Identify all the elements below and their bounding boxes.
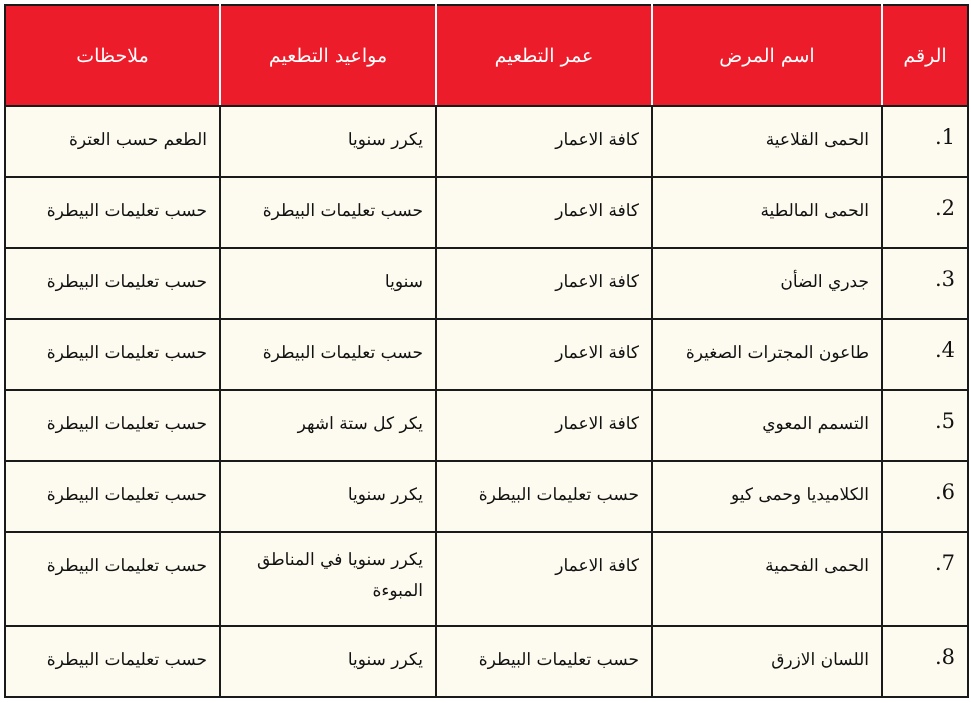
vaccination-table	[4, 4, 969, 698]
disease-cell: الحمى القلاعية	[652, 106, 882, 177]
header-row	[5, 5, 968, 106]
disease-cell: طاعون المجترات الصغيرة	[652, 319, 882, 390]
header-disease: اسم المرض	[652, 5, 882, 106]
notes-cell: حسب تعليمات البيطرة	[5, 390, 220, 461]
age-cell: كافة الاعمار	[436, 319, 652, 390]
disease-cell: الحمى الفحمية	[652, 532, 882, 626]
table-row	[5, 177, 968, 248]
schedule-cell: يكرر سنويا في المناطق المبوءة	[220, 532, 436, 626]
age-cell: حسب تعليمات البيطرة	[436, 626, 652, 697]
age-cell: حسب تعليمات البيطرة	[436, 461, 652, 532]
age-cell: كافة الاعمار	[436, 532, 652, 626]
schedule-cell: حسب تعليمات البيطرة	[220, 319, 436, 390]
row-number: 5.	[882, 390, 968, 461]
row-number: 7.	[882, 532, 968, 626]
age-cell: كافة الاعمار	[436, 248, 652, 319]
notes-cell: حسب تعليمات البيطرة	[5, 626, 220, 697]
disease-cell: الكلاميديا وحمى كيو	[652, 461, 882, 532]
header-schedule: مواعيد التطعيم	[220, 5, 436, 106]
disease-cell: اللسان الازرق	[652, 626, 882, 697]
row-number: 1.	[882, 106, 968, 177]
notes-cell: حسب تعليمات البيطرة	[5, 532, 220, 626]
table-row	[5, 106, 968, 177]
row-number: 2.	[882, 177, 968, 248]
schedule-cell: حسب تعليمات البيطرة	[220, 177, 436, 248]
schedule-cell: سنويا	[220, 248, 436, 319]
row-number: 6.	[882, 461, 968, 532]
schedule-cell: يكرر سنويا	[220, 626, 436, 697]
age-cell: كافة الاعمار	[436, 106, 652, 177]
table-row	[5, 626, 968, 697]
notes-cell: حسب تعليمات البيطرة	[5, 177, 220, 248]
disease-cell: جدري الضأن	[652, 248, 882, 319]
row-number: 3.	[882, 248, 968, 319]
table-row	[5, 390, 968, 461]
schedule-cell: يكر كل ستة اشهر	[220, 390, 436, 461]
notes-cell: الطعم حسب العترة	[5, 106, 220, 177]
age-cell: كافة الاعمار	[436, 177, 652, 248]
notes-cell: حسب تعليمات البيطرة	[5, 461, 220, 532]
notes-cell: حسب تعليمات البيطرة	[5, 319, 220, 390]
header-age: عمر التطعيم	[436, 5, 652, 106]
table-row	[5, 319, 968, 390]
table-row	[5, 461, 968, 532]
notes-cell: حسب تعليمات البيطرة	[5, 248, 220, 319]
table-row	[5, 248, 968, 319]
disease-cell: التسمم المعوي	[652, 390, 882, 461]
schedule-cell: يكرر سنويا	[220, 461, 436, 532]
table-row	[5, 532, 968, 626]
disease-cell: الحمى المالطية	[652, 177, 882, 248]
schedule-cell: يكرر سنويا	[220, 106, 436, 177]
age-cell: كافة الاعمار	[436, 390, 652, 461]
header-notes: ملاحظات	[5, 5, 220, 106]
row-number: 8.	[882, 626, 968, 697]
header-number: الرقم	[882, 5, 968, 106]
row-number: 4.	[882, 319, 968, 390]
